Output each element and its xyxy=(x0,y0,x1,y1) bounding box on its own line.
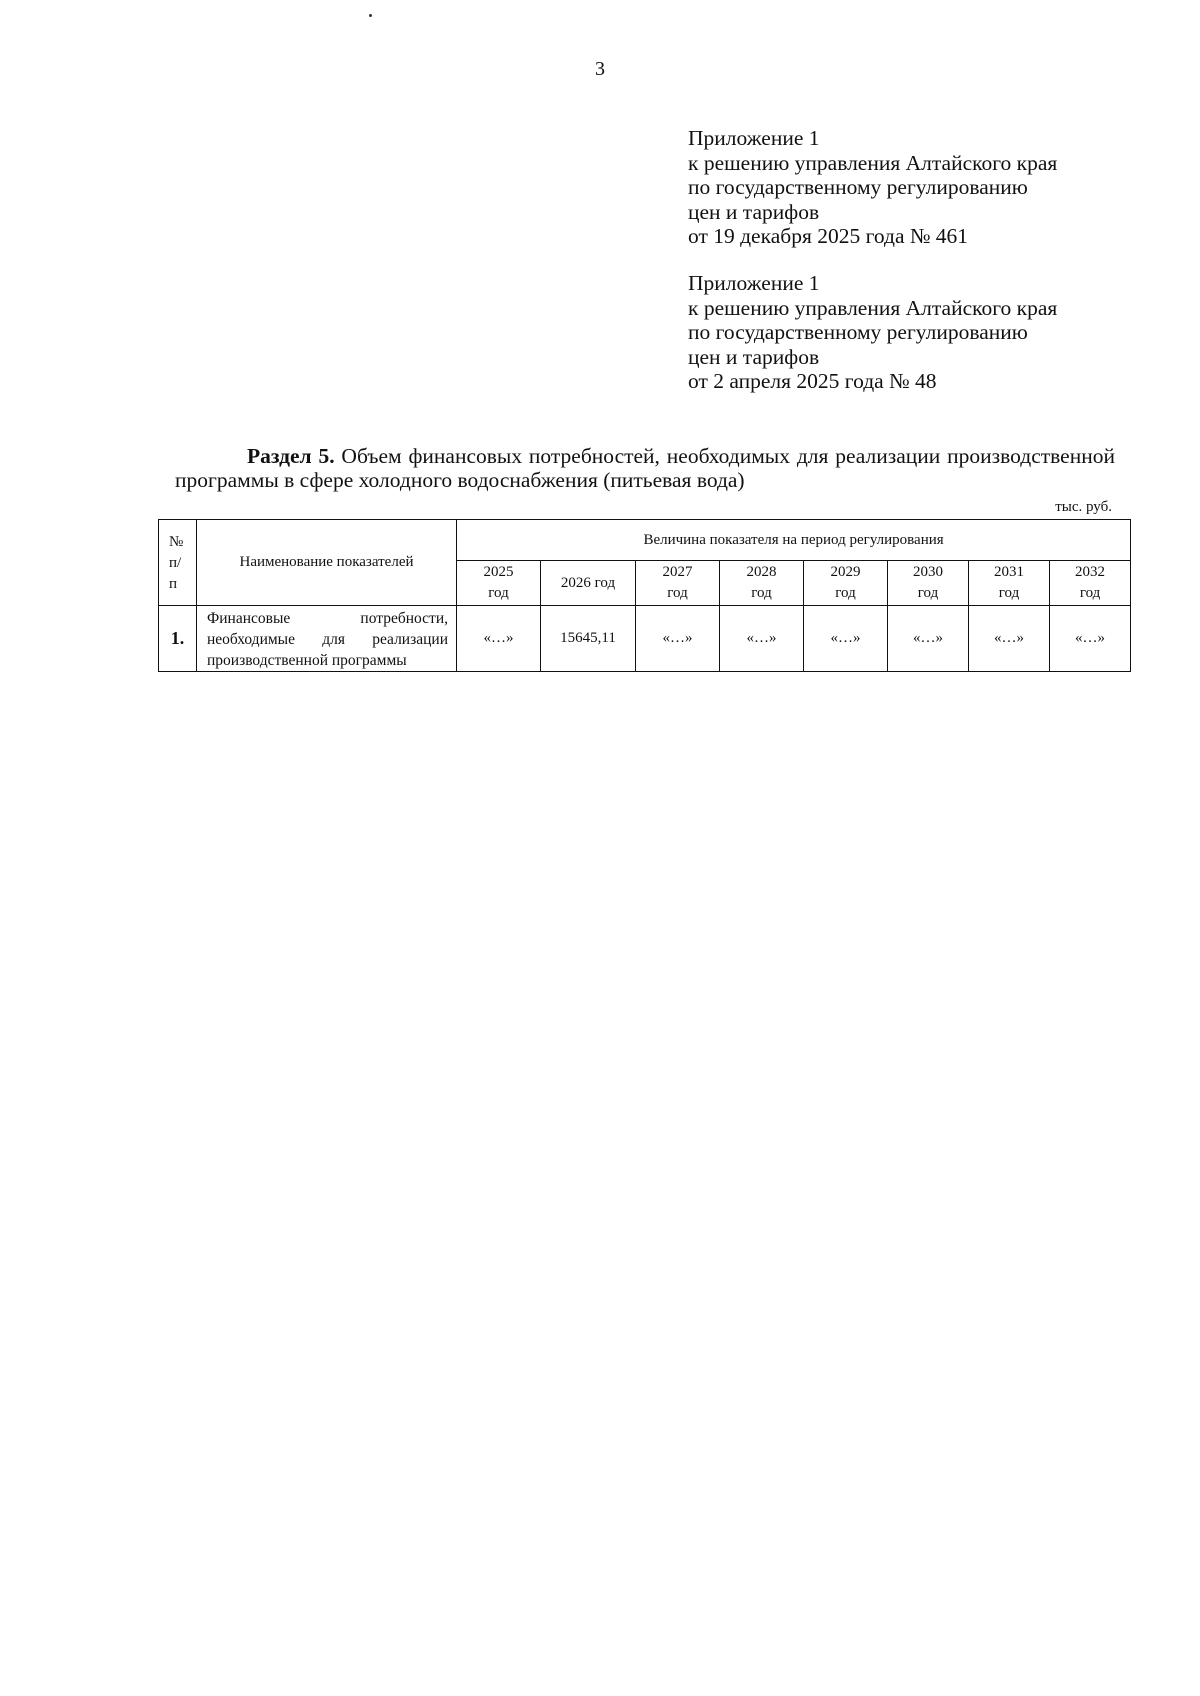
header-number-line: п xyxy=(169,576,178,592)
year-number: 2029 xyxy=(830,564,861,580)
year-suffix: год xyxy=(998,585,1020,601)
appendix-block-original xyxy=(688,271,1057,394)
value-2032: «…» xyxy=(1050,606,1131,672)
header-year-2027 xyxy=(636,561,720,606)
section-text: Объем финансовых потребностей, необходимых для реализации производственной программы в сфере холодного водоснабжения (питьевая вода) xyxy=(175,444,1115,492)
year-number: 2026 год xyxy=(560,574,616,591)
year-number: 2027 xyxy=(662,564,693,580)
row-indicator-name: Финансовые потребности, необходимые для реализации производственной программы xyxy=(197,606,457,672)
header-number-line: № xyxy=(169,534,184,550)
year-number: 2030 xyxy=(913,564,943,580)
year-number: 2025 xyxy=(483,564,514,580)
appendix-block-current xyxy=(688,126,1057,249)
appendix-line: к решению управления Алтайского края xyxy=(688,295,1058,320)
page-number: 3 xyxy=(595,58,605,80)
header-period-group: Величина показателя на период регулирования xyxy=(457,520,1131,561)
row-number: 1. xyxy=(159,606,197,672)
header-number-line: п/ xyxy=(169,555,182,571)
appendix-date: от 2 апреля 2025 года № 48 xyxy=(688,369,937,393)
appendix-title: Приложение 1 xyxy=(688,271,820,295)
year-suffix: год xyxy=(751,585,772,601)
appendix-line: по государственному регулированию xyxy=(688,320,1028,344)
table-row xyxy=(159,606,1131,672)
value-2029: «…» xyxy=(804,606,888,672)
value-2026: 15645,11 xyxy=(541,606,636,672)
financial-needs-table xyxy=(158,519,1131,672)
appendix-line: цен и тарифов xyxy=(688,344,820,369)
value-2030: «…» xyxy=(888,606,969,672)
header-year-2032 xyxy=(1050,561,1131,606)
appendix-line: к решению управления Алтайского края xyxy=(688,150,1058,175)
section-heading xyxy=(175,444,1115,492)
appendix-date: от 19 декабря 2025 года № 461 xyxy=(688,224,968,248)
section-label: Раздел 5. xyxy=(247,444,335,468)
year-suffix: год xyxy=(488,585,509,601)
year-number: 2031 xyxy=(994,564,1024,580)
header-year-2031 xyxy=(969,561,1050,606)
header-indicator-name: Наименование показателей xyxy=(197,520,457,606)
year-suffix: год xyxy=(1079,585,1101,601)
value-2025: «…» xyxy=(457,606,541,672)
year-number: 2032 xyxy=(1075,564,1106,580)
year-number: 2028 xyxy=(746,564,777,580)
value-2027: «…» xyxy=(636,606,720,672)
header-year-2028 xyxy=(720,561,804,606)
units-label: тыс. руб. xyxy=(1055,499,1112,515)
header-year-2030 xyxy=(888,561,969,606)
header-row-number xyxy=(159,520,197,606)
header-year-2025 xyxy=(457,561,541,606)
value-2028: «…» xyxy=(720,606,804,672)
header-year-2029 xyxy=(804,561,888,606)
header-year-2026 xyxy=(541,561,636,606)
appendix-title: Приложение 1 xyxy=(688,126,820,150)
appendix-line: по государственному регулированию xyxy=(688,175,1028,199)
appendix-line: цен и тарифов xyxy=(688,199,820,224)
value-2031: «…» xyxy=(969,606,1050,672)
year-suffix: год xyxy=(835,585,856,601)
year-suffix: год xyxy=(667,585,688,601)
scan-speck xyxy=(369,14,372,17)
year-suffix: год xyxy=(917,585,939,601)
